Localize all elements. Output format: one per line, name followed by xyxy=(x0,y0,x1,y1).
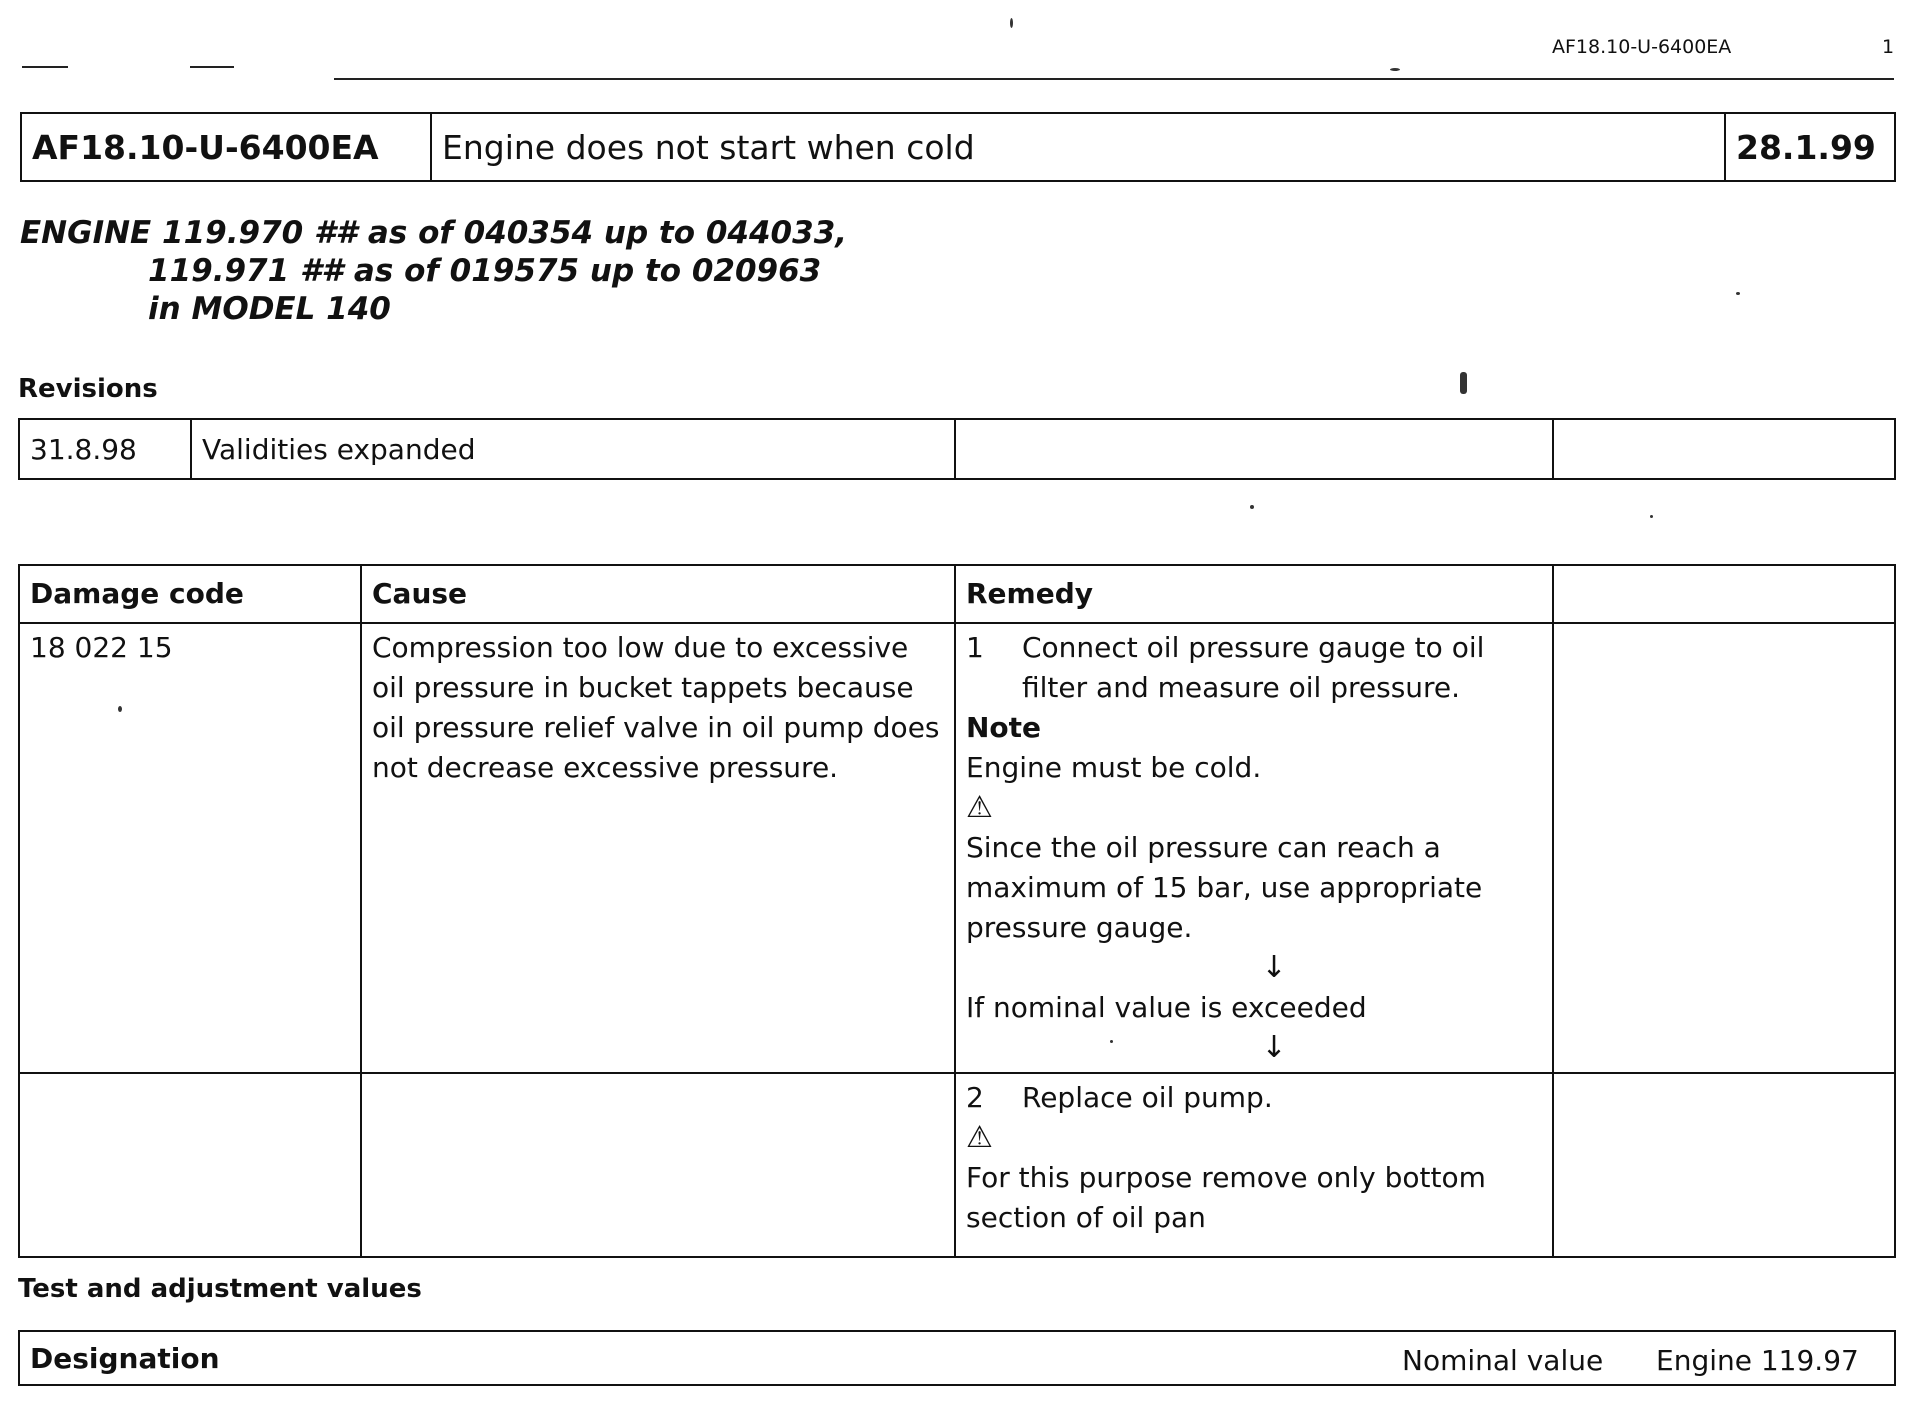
arrow-down-icon: ↓ xyxy=(1261,950,1287,985)
step-text: Replace oil pump. xyxy=(1022,1081,1273,1114)
cause-text: Compression too low due to excessive oil pressure in bucket tappets because oil pressure relief valve in oil pump does not decrease excessive pressure. xyxy=(361,623,955,1073)
table-row xyxy=(19,623,1895,1073)
empty-code-cell xyxy=(19,1073,361,1257)
remedy-step-1 xyxy=(966,628,1542,708)
page-title: Engine does not start when cold xyxy=(431,113,1725,181)
header-empty xyxy=(1553,565,1895,623)
table-row xyxy=(19,1331,1895,1385)
step-text: Connect oil pressure gauge to oil filter and measure oil pressure. xyxy=(1022,631,1485,704)
warning-text: Since the oil pressure can reach a maximum of 15 bar, use appropriate pressure gauge. xyxy=(966,831,1483,944)
engine-line-3: in MODEL 140 xyxy=(148,291,391,327)
warning-icon: ⚠ xyxy=(966,790,993,825)
remedy-cell-1 xyxy=(955,623,1553,1073)
revisions-table xyxy=(18,418,1896,480)
designation-header xyxy=(19,1331,1895,1385)
remedy-extra-2 xyxy=(1553,1073,1895,1257)
damage-table xyxy=(18,564,1896,1258)
title-code: AF18.10-U-6400EA xyxy=(21,113,431,181)
header-cause: Cause xyxy=(361,565,955,623)
table-row xyxy=(19,419,1895,479)
scan-speck xyxy=(1650,515,1653,518)
revision-empty-1 xyxy=(955,419,1553,479)
condition-text: If nominal value is exceeded xyxy=(966,991,1367,1024)
revision-empty-2 xyxy=(1553,419,1895,479)
header-dash-1 xyxy=(22,66,68,68)
nominal-value-label: Nominal value xyxy=(1402,1344,1604,1377)
title-date: 28.1.99 xyxy=(1725,113,1895,181)
arrow-down-icon: ↓ xyxy=(1261,1030,1287,1065)
test-values-heading: Test and adjustment values xyxy=(18,1274,422,1304)
revisions-heading: Revisions xyxy=(18,374,158,404)
test-values-table xyxy=(18,1330,1896,1386)
remedy-cell-2 xyxy=(955,1073,1553,1257)
header-remedy: Remedy xyxy=(955,565,1553,623)
warning-icon: ⚠ xyxy=(966,1120,993,1155)
scan-speck xyxy=(1110,1040,1113,1043)
remedy-step-2 xyxy=(966,1078,1542,1118)
engine-label: Engine 119.97 xyxy=(1656,1344,1859,1377)
scan-speck xyxy=(118,706,122,712)
damage-code: 18 022 15 xyxy=(19,623,361,1073)
scan-speck xyxy=(1736,292,1740,295)
step-number: 1 xyxy=(966,631,984,664)
engine-line-1: ENGINE 119.970 ## as of 040354 up to 044033, xyxy=(20,215,848,251)
empty-cause-cell xyxy=(361,1073,955,1257)
note-text: Engine must be cold. xyxy=(966,751,1262,784)
engine-validity xyxy=(20,214,847,328)
table-row xyxy=(19,1073,1895,1257)
remedy-extra-1 xyxy=(1553,623,1895,1073)
scan-speck xyxy=(1010,18,1013,28)
engine-line-2: 119.971 ## as of 019575 up to 020963 xyxy=(148,253,822,289)
scan-speck xyxy=(1250,505,1254,509)
step-number: 2 xyxy=(966,1081,984,1114)
header-dash-2 xyxy=(190,66,234,68)
scan-speck xyxy=(1460,372,1467,394)
header-damage-code: Damage code xyxy=(19,565,361,623)
revision-date: 31.8.98 xyxy=(19,419,191,479)
note-label: Note xyxy=(966,711,1042,744)
warning-text: For this purpose remove only bottom section of oil pan xyxy=(966,1161,1486,1234)
header-rule xyxy=(334,78,1894,80)
title-table xyxy=(20,112,1896,182)
designation-label: Designation xyxy=(30,1341,220,1375)
revision-text: Validities expanded xyxy=(191,419,955,479)
table-header-row xyxy=(19,565,1895,623)
page-number: 1 xyxy=(1882,36,1895,58)
scan-speck xyxy=(1390,68,1400,71)
header-doc-code: AF18.10-U-6400EA xyxy=(1552,36,1732,58)
